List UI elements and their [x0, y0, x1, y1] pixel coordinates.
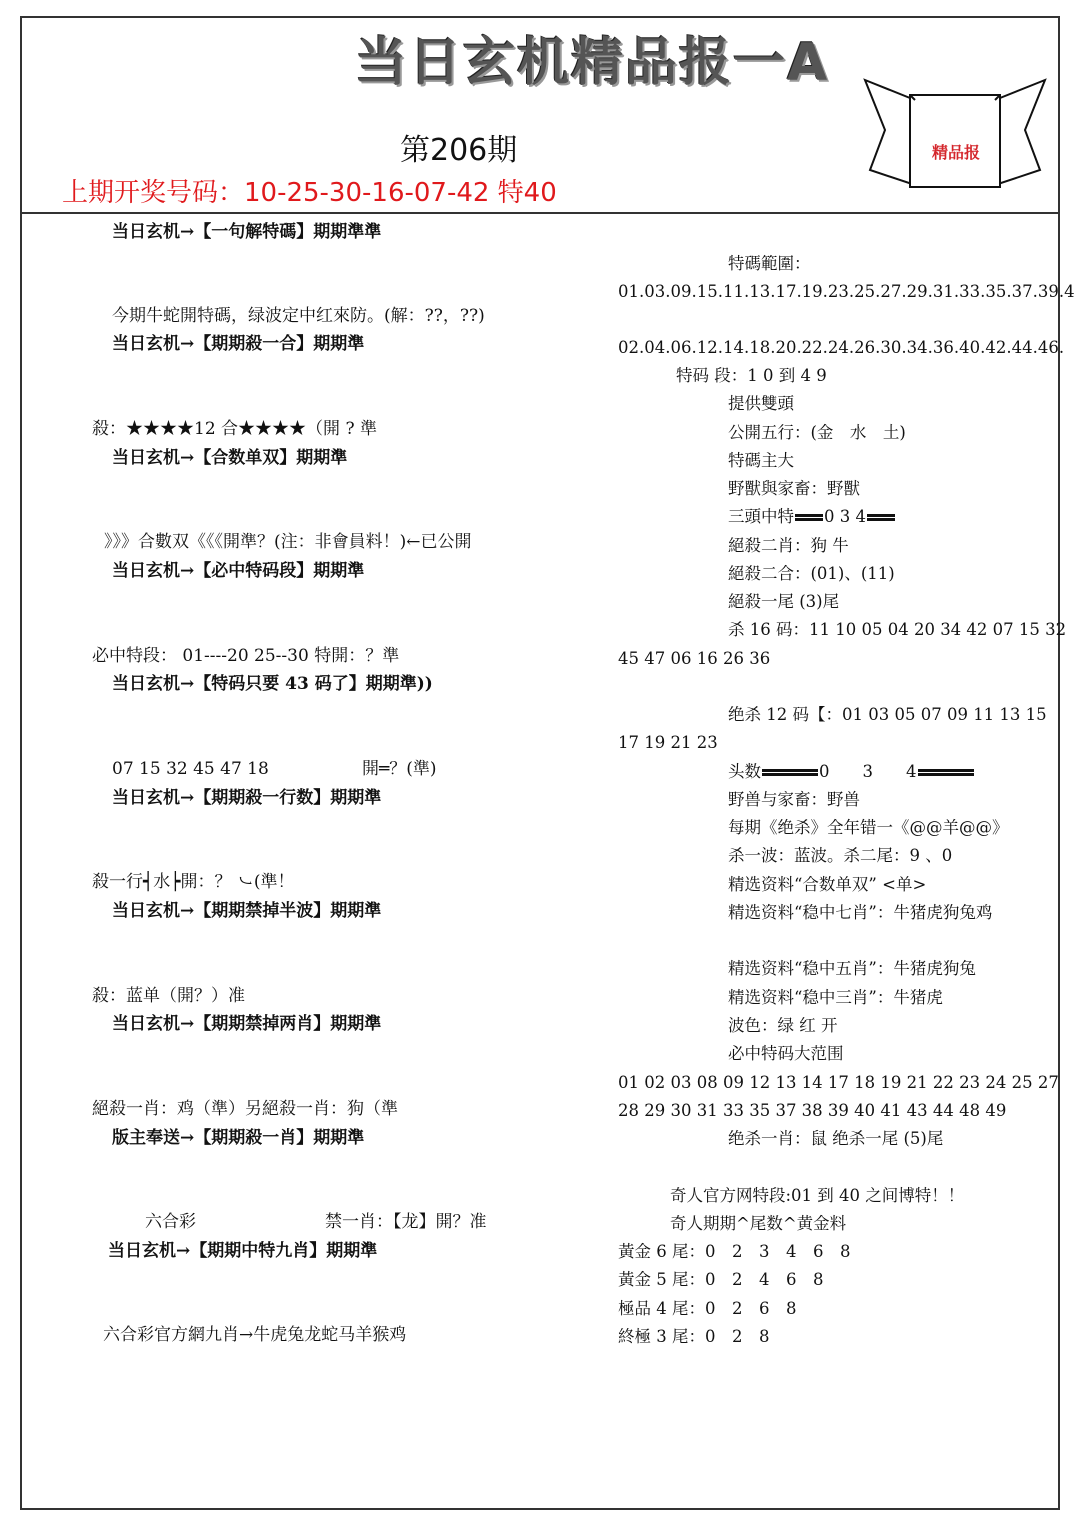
double-bar-icon — [762, 769, 818, 776]
info-line: 精选资料“稳中三肖”：牛猪虎 — [728, 988, 943, 1007]
info-line: 公開五行：(金 水 土) — [728, 423, 906, 442]
info-line: 黃金 6 尾：0 2 3 4 6 8 — [618, 1242, 851, 1261]
info-line: 黃金 5 尾：0 2 4 6 8 — [618, 1270, 824, 1289]
info-line: 野獸與家畜：野獸 — [728, 479, 860, 498]
section-heading: 当日玄机→【合数单双】期期準 — [112, 448, 348, 468]
info-line: 杀 16 码：11 10 05 04 20 34 42 07 15 32 — [728, 620, 1067, 639]
info-line: 特码 段：1 0 到 4 9 — [676, 366, 827, 385]
info-line: 特碼主大 — [728, 451, 794, 470]
section-line: 六合彩 — [145, 1212, 196, 1232]
info-line: 杀一波：蓝波。杀二尾：9 、0 — [728, 846, 953, 865]
info-line: 終極 3 尾：0 2 8 — [618, 1327, 770, 1346]
banner-title: 当日玄机精品报一A — [355, 33, 830, 93]
double-bar-icon — [867, 514, 895, 521]
double-bar-icon — [918, 769, 974, 776]
section-heading: 当日玄机→【期期殺一行数】期期準 — [112, 788, 382, 808]
section-heading: 当日玄机→【一句解特碼】期期準準 — [112, 222, 382, 242]
info-line: 極品 4 尾：0 2 6 8 — [618, 1299, 797, 1318]
info-line: 絕殺一尾 (3)尾 — [728, 592, 840, 611]
section-line: 絕殺一肖：鸡（準）另絕殺一肖：狗（準 — [92, 1099, 398, 1119]
info-line: 17 19 21 23 — [618, 733, 718, 752]
section-line: 開═？(準) — [362, 759, 437, 779]
info-line: 絕殺二合：(01)、(11) — [728, 564, 895, 583]
section-heading: 当日玄机→【期期殺一合】期期準 — [112, 334, 365, 354]
info-line: 45 47 06 16 26 36 — [618, 649, 771, 668]
info-line: 绝杀一肖：鼠 绝杀一尾 (5)尾 — [728, 1129, 944, 1148]
section-heading: 当日玄机→【期期禁掉两肖】期期準 — [112, 1014, 382, 1034]
section-heading: 当日玄机→【特码只要 43 码了】期期準)) — [112, 674, 433, 694]
info-line: 02.04.06.12.14.18.20.22.24.26.30.34.36.40.42.44.46. — [618, 338, 1065, 357]
ribbon-badge-icon — [860, 75, 1050, 195]
info-label: 三頭中特 — [728, 507, 794, 526]
section-heading: 当日玄机→【期期禁掉半波】期期準 — [112, 901, 382, 921]
info-line: 精选资料“稳中五肖”：牛猪虎狗兔 — [728, 959, 976, 978]
info-line: 必中特码大范围 — [728, 1044, 844, 1063]
section-line: 殺一行┥水┝開：？ ㇃(準！ — [92, 872, 295, 892]
section-line: 今期牛蛇開特碼，绿波定中红來防。(解：??，??) — [112, 306, 485, 326]
info-value: 0 3 4 — [824, 507, 866, 526]
double-bar-icon — [795, 514, 823, 521]
info-line: 精选资料“合数单双” <单> — [728, 875, 927, 894]
info-line: 奇人官方网特段:01 到 40 之间博特！！ — [670, 1186, 965, 1205]
info-line: 精选资料“稳中七肖”：牛猪虎狗兔鸡 — [728, 903, 993, 922]
section-line: 禁一肖：【龙】開？准 — [325, 1212, 487, 1232]
info-label: 头数 — [728, 762, 761, 781]
info-line: 絕殺二肖：狗 牛 — [728, 536, 849, 555]
info-line: 波色：绿 红 开 — [728, 1016, 838, 1035]
info-line: 每期《绝杀》全年错一《@@羊@@》 — [728, 818, 1009, 837]
info-line: 提供雙頭 — [728, 394, 794, 413]
section-heading: 当日玄机→【必中特码段】期期準 — [112, 561, 365, 581]
section-heading: 版主奉送→【期期殺一肖】期期準 — [112, 1128, 365, 1148]
section-line: 六合彩官方網九肖→牛虎兔龙蛇马羊猴鸡 — [103, 1325, 407, 1345]
info-line: 01 02 03 08 09 12 13 14 17 18 19 21 22 23 24 25 27 — [618, 1073, 1059, 1092]
section-line: 殺：蓝单（開？）准 — [92, 986, 245, 1006]
info-line: 特碼範圍： — [728, 254, 811, 273]
info-line: 奇人期期^尾数^黄金料 — [670, 1214, 847, 1233]
info-line: 28 29 30 31 33 35 37 38 39 40 41 43 44 48 49 — [618, 1101, 1007, 1120]
last-draw-numbers: 上期开奖号码：10-25-30-16-07-42 特40 — [62, 178, 557, 208]
info-value: 0 3 4 — [819, 762, 917, 781]
section-line: 殺：★★★★12 合★★★★（開 ? 準 — [92, 419, 377, 439]
badge-label: 精品报 — [932, 143, 981, 162]
issue-number: 第206期 — [400, 133, 518, 168]
info-line: 绝杀 12 码【：01 03 05 07 09 11 13 15 — [728, 705, 1047, 724]
info-line — [728, 762, 975, 782]
info-line: 01.03.09.15.11.13.17.19.23.25.27.29.31.33.35.37.39.4 — [618, 282, 1075, 301]
header-divider — [20, 212, 1060, 214]
section-line: 必中特段： 01----20 25--30 特開：？準 — [92, 646, 400, 666]
info-line — [728, 507, 896, 527]
section-line: 07 15 32 45 47 18 — [112, 759, 269, 779]
section-heading: 当日玄机→【期期中特九肖】期期準 — [108, 1241, 378, 1261]
section-line: 》》》合數双《《《開準？(注：非會員料！)←已公開 — [104, 532, 472, 552]
info-line: 野兽与家畜：野兽 — [728, 790, 860, 809]
